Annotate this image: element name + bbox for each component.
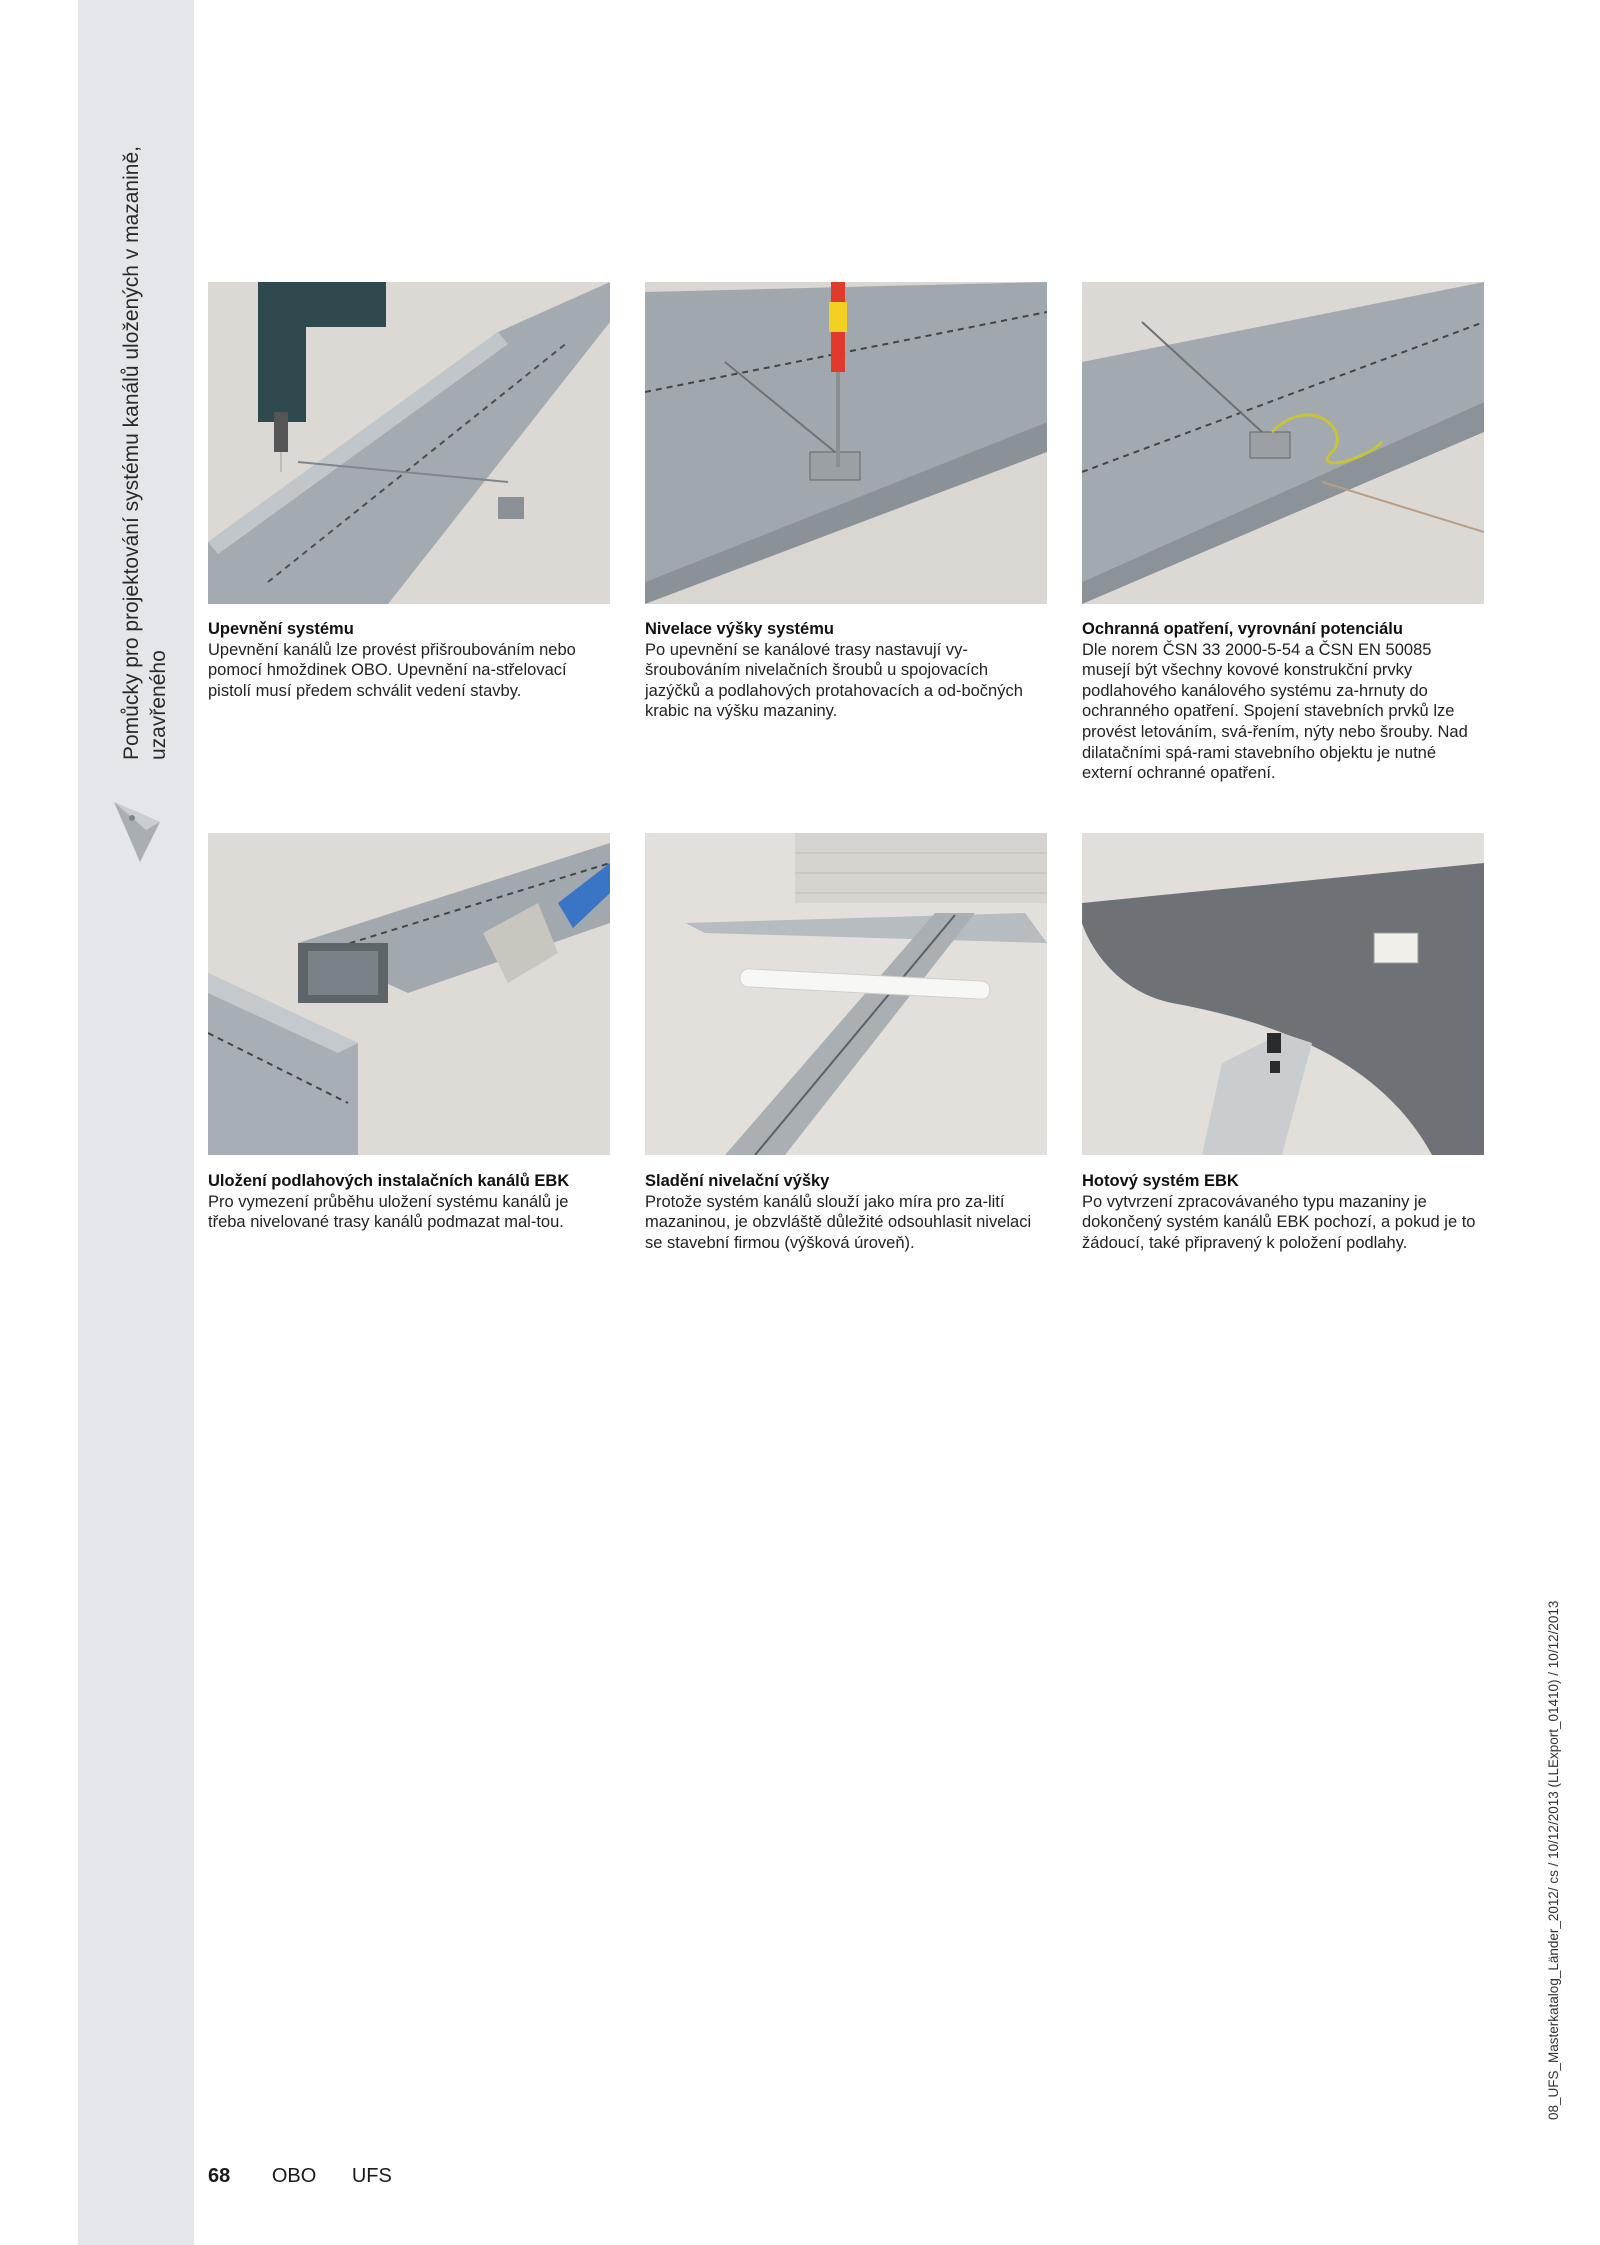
sidebar-title (118, 80, 172, 760)
step-title: Hotový systém EBK (1082, 1172, 1239, 1190)
photo-finished-system (1082, 833, 1484, 1155)
step-text: Po upevnění se kanálové trasy nastavují vy-šroubováním nivelačních šroubů u spojovacích jazýčků a podlahových protahovacích a od-bočných krabic na výšku mazaniny. (645, 640, 1023, 721)
page-footer (208, 2165, 422, 2188)
step-caption-1 (208, 619, 610, 701)
step-text: Protože systém kanálů slouží jako míra pro za-lití mazaninou, je obzvláště důležité odsouhlasit nivelaci se stavební firmou (výšková úroveň). (645, 1192, 1032, 1252)
brand-name: OBO (271, 2165, 317, 2187)
step-title: Nivelace výšky systému (645, 620, 834, 638)
step-title: Upevnění systému (208, 620, 354, 638)
photo-fastening (208, 282, 610, 604)
step-caption-2 (645, 619, 1047, 722)
step-title: Uložení podlahových instalačních kanálů EBK (208, 1172, 570, 1190)
step-text: Upevnění kanálů lze provést přišroubováním nebo pomocí hmoždinek OBO. Upevnění na-střelovací pistolí musí předem schválit vedení stavby. (208, 640, 576, 700)
step-caption-6 (1082, 1171, 1484, 1253)
step-caption-4 (208, 1171, 610, 1233)
step-text: Dle norem ČSN 33 2000-5-54 a ČSN EN 50085 musejí být všechny kovové konstrukční prvky podlahového kanálového systému za-hrnuty do ochranného opatření. Spojení stavebních prvků lze provést letováním, svá-řením, nýty nebo šrouby. Nad dilatačními spá-rami stavebního objektu je nutné externí ochranné opatření. (1082, 640, 1468, 783)
page-number: 68 (208, 2165, 231, 2187)
step-text: Pro vymezení průběhu uložení systému kanálů je třeba nivelované trasy kanálů podmazat mal-tou. (208, 1192, 569, 1232)
step-text: Po vytvrzení zpracovávaného typu mazaniny je dokončený systém kanálů EBK pochozí, a pokud je to žádoucí, také připravený k položení podlahy. (1082, 1192, 1476, 1252)
photo-bedding (208, 833, 610, 1155)
section-arrow-icon (112, 796, 168, 864)
photo-level-alignment (645, 833, 1047, 1155)
step-title: Sladění nivelační výšky (645, 1172, 830, 1190)
step-caption-3 (1082, 619, 1484, 784)
step-caption-5 (645, 1171, 1047, 1253)
sidebar-title-line2: uzavřeného (147, 650, 170, 760)
photo-protection (1082, 282, 1484, 604)
section-name: UFS (351, 2165, 392, 2187)
document-id: 08_UFS_Masterkatalog_Länder_2012/ cs / 10/12/2013 (LLExport_01410) / 10/12/2013 (1546, 1600, 1561, 2120)
photo-leveling (645, 282, 1047, 604)
step-title: Ochranná opatření, vyrovnání potenciálu (1082, 620, 1403, 638)
sidebar-title-line1: Pomůcky pro projektování systému kanálů uložených v mazanině, (120, 146, 143, 760)
